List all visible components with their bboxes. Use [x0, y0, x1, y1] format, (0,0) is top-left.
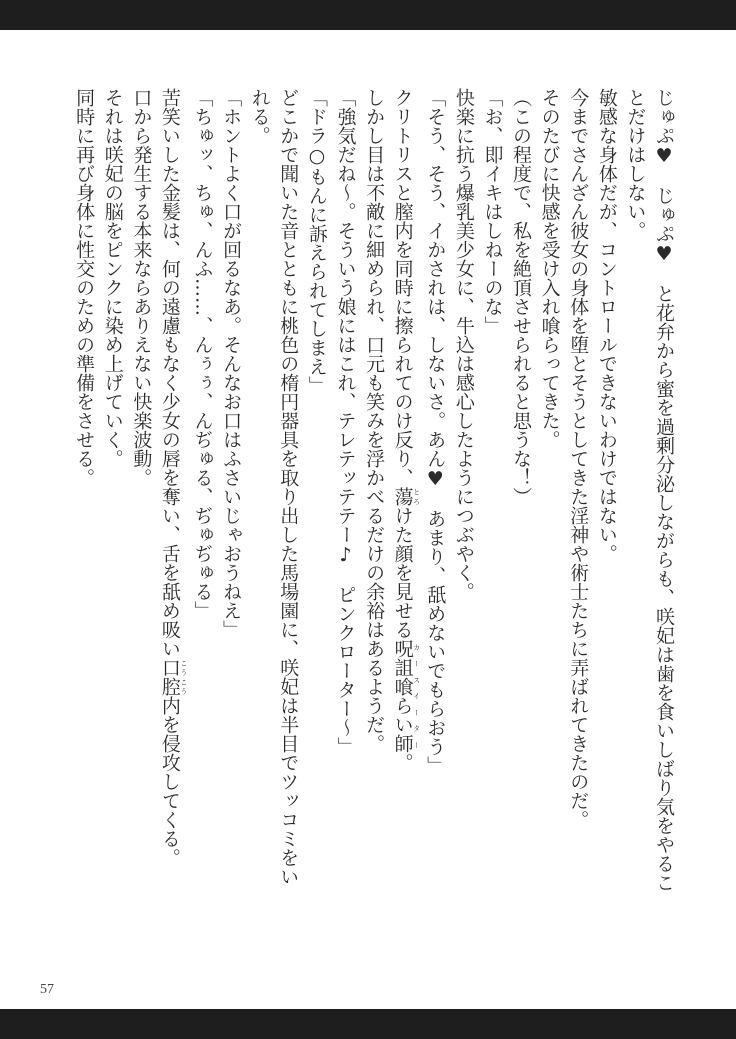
bottom-border-bar	[0, 1009, 736, 1039]
text-segment: どこかで聞いた音とともに桃色の楕円器具を取り出した馬場園に、咲妃は半目でツッコミをい	[277, 88, 300, 886]
text-segment: 「そう、そう、イかされは、しないさ。あん♥ あまり、舐めないでもらおう」	[424, 88, 447, 775]
ruby-annotation	[158, 658, 188, 696]
ruby-base: 呪詛喰らい師	[391, 639, 414, 753]
ruby-reading: こうこう	[179, 658, 188, 696]
text-segment: クリトリスと膣内を同時に擦られてのけ反り、	[391, 88, 414, 487]
text-line	[70, 88, 99, 888]
text-line	[388, 88, 421, 888]
text-line	[535, 88, 564, 888]
text-line	[127, 88, 156, 888]
text-line	[621, 88, 650, 888]
ruby-base: 蕩	[391, 487, 414, 506]
text-line	[449, 88, 478, 888]
text-segment: そのたびに快感を受け入れ喰らってきた。	[538, 88, 561, 449]
vertical-body-text	[53, 88, 678, 892]
text-line	[302, 88, 331, 888]
ruby-reading: とろ	[412, 487, 421, 506]
ruby-base: 口腔	[158, 658, 181, 696]
text-line	[98, 88, 127, 888]
text-line	[217, 88, 246, 888]
text-segment: それは咲妃の脳をピンクに染め上げていく。	[101, 88, 124, 468]
text-segment: 敏感な身体だが、コントロールできないわけではない。	[595, 88, 618, 563]
text-segment: じゅぷ♥ じゅぷ♥ と花弁から蜜を過剰分泌しながらも、咲妃は歯を食いしばり気をやるこ	[653, 88, 675, 892]
text-line	[649, 88, 678, 892]
text-segment: しかし目は不敵に細められ、口元も笑みを浮かべるだけの余裕はあるようだ。	[363, 88, 386, 753]
text-line	[564, 88, 593, 888]
text-segment: 「ちゅッ、ちゅ、んふ……、んぅぅ、んぢゅる、ぢゅぢゅる」	[191, 88, 214, 620]
text-line	[359, 88, 388, 888]
text-segment: 。	[391, 753, 414, 772]
text-line	[478, 88, 507, 888]
text-line	[506, 88, 535, 888]
text-line	[245, 88, 274, 888]
text-segment: 「お、即イキはしねーのな」	[481, 88, 504, 335]
text-segment: 「強気だね～。そういう娘にはこれ、テレテッテテー♪ ピンクローター～」	[334, 88, 357, 756]
text-segment: 同時に再び身体に性交のための準備をさせる。	[73, 88, 96, 487]
ruby-annotation	[391, 639, 421, 753]
text-segment: とだけはしない。	[624, 88, 647, 240]
page-number: 57	[40, 982, 54, 997]
text-line	[331, 88, 360, 888]
text-segment: 苦笑いした金髪は、何の遠慮もなく少女の唇を奪い、舌を舐め吸い	[158, 88, 181, 658]
ruby-reading: カースイーター	[412, 639, 421, 753]
text-segment: 「ドラ○もんに訴えられてしまえ」	[305, 88, 328, 395]
ruby-annotation	[391, 487, 421, 506]
text-segment: れる。	[248, 88, 271, 145]
text-segment: 口から発生する本来ならありえない快楽波動。	[130, 88, 153, 487]
text-segment: 「ホントよく口が回るなあ。そんなお口はふさいじゃおうねえ」	[220, 88, 243, 639]
text-segment: 今までさんざん彼女の身体を堕とそうとしてきた淫神や術士たちに弄ばれてきたのだ。	[567, 88, 590, 829]
text-segment: 内を侵攻してくる。	[158, 696, 181, 867]
text-line	[592, 88, 621, 888]
top-border-bar	[0, 0, 736, 30]
text-segment: けた顔を見せる	[391, 506, 414, 639]
text-line	[274, 88, 303, 888]
text-line	[421, 88, 450, 888]
text-segment: （この程度で、私を絶頂させられると思うな！）	[510, 88, 533, 506]
text-segment: 快楽に抗う爆乳美少女に、牛込は感心したようにつぶやく。	[452, 88, 475, 601]
text-line	[155, 88, 188, 888]
text-line	[188, 88, 217, 888]
